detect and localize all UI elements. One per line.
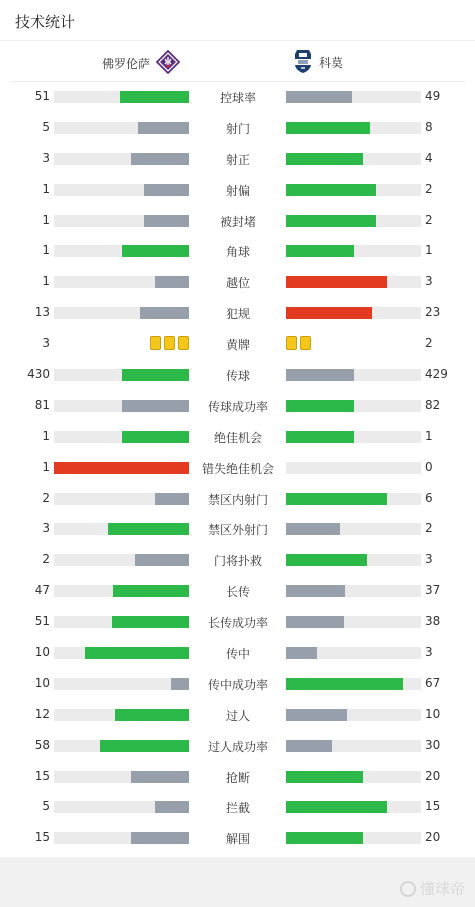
home-stat-bar [54, 276, 189, 288]
home-stat-value: 3 [42, 336, 50, 351]
fiorentina-crest-icon [156, 50, 180, 77]
stat-label: 禁区内射门 [207, 492, 268, 507]
away-stat-value: 23 [425, 305, 441, 320]
stat-row [0, 421, 475, 452]
stat-row [0, 606, 475, 637]
stat-row [0, 452, 475, 483]
home-team-name: 佛罗伦萨 [101, 57, 150, 71]
stat-row [0, 791, 475, 822]
away-stat-value: 2 [425, 521, 433, 536]
stat-row [0, 359, 475, 390]
home-stat-value: 5 [42, 119, 50, 134]
away-stat-bar [286, 431, 421, 443]
stat-row [0, 730, 475, 761]
home-stat-bar [54, 801, 189, 813]
home-stat-bar [54, 771, 189, 783]
stat-bar-fill [113, 585, 189, 597]
home-stat-bar [54, 493, 189, 505]
home-stat-bar [54, 523, 189, 535]
away-stat-bar [286, 245, 421, 257]
stat-bar-fill [286, 122, 370, 134]
stat-bar-fill [286, 554, 367, 566]
stat-bar-fill [286, 215, 376, 227]
away-stat-bar [286, 709, 421, 721]
away-stat-bar [286, 369, 421, 381]
como-crest-icon [291, 48, 315, 77]
home-stat-bar [54, 678, 189, 690]
stat-bar-fill [286, 740, 332, 752]
stat-row [0, 699, 475, 730]
home-stat-value: 15 [34, 768, 50, 783]
home-stat-bar [54, 647, 189, 659]
stat-label: 传球 [225, 369, 250, 384]
stat-bar-fill [155, 276, 189, 288]
home-stat-bar [54, 184, 189, 196]
away-stat-value: 3 [425, 274, 433, 289]
home-stat-value: 10 [34, 675, 50, 690]
home-stat-bar [54, 740, 189, 752]
away-stat-value: 20 [425, 830, 441, 845]
home-stat-bar [54, 431, 189, 443]
away-stat-bar [286, 647, 421, 659]
stat-bar-fill [286, 153, 363, 165]
stat-row [0, 205, 475, 236]
away-stat-bar [286, 462, 421, 474]
stat-bar-fill [54, 462, 189, 474]
away-stat-value: 1 [425, 428, 433, 443]
away-stat-bar [286, 400, 421, 412]
stat-bar-fill [115, 709, 189, 721]
home-team[interactable] [102, 50, 180, 77]
stat-row [0, 822, 475, 853]
stat-bar-fill [286, 184, 376, 196]
stat-bar-fill [286, 245, 354, 257]
stat-label: 射门 [225, 121, 250, 136]
stat-label: 禁区外射门 [207, 523, 268, 538]
away-stat-value: 30 [425, 737, 441, 752]
stat-label: 控球率 [219, 91, 256, 105]
stat-row [0, 761, 475, 792]
stat-row [0, 328, 475, 359]
away-yellow-cards [286, 336, 311, 350]
stat-label: 传中 [225, 647, 250, 662]
away-stat-value: 6 [425, 490, 433, 505]
stat-row [0, 513, 475, 544]
stat-bar-fill [286, 832, 363, 844]
away-stat-value: 429 [425, 367, 448, 382]
stat-row [0, 544, 475, 575]
stat-bar-fill [138, 122, 189, 134]
home-stat-value: 3 [42, 521, 50, 536]
stat-bar-fill [286, 400, 354, 412]
stat-bar-fill [144, 184, 189, 196]
stat-bar-fill [85, 647, 189, 659]
stat-row [0, 143, 475, 174]
home-stat-value: 12 [34, 706, 50, 721]
away-team-name: 科莫 [319, 56, 344, 70]
away-stat-bar [286, 184, 421, 196]
stat-row [0, 112, 475, 143]
stats-list [0, 81, 475, 853]
away-stat-bar [286, 740, 421, 752]
stat-bar-fill [286, 678, 403, 690]
stat-bar-fill [108, 523, 189, 535]
stat-bar-fill [286, 91, 352, 103]
home-stat-bar [54, 91, 189, 103]
stat-label: 长传 [225, 585, 250, 600]
home-stat-bar [54, 709, 189, 721]
stat-bar-fill [100, 740, 189, 752]
away-stat-bar [286, 91, 421, 103]
home-stat-bar [54, 400, 189, 412]
away-stat-value: 0 [425, 459, 433, 474]
away-stat-value: 49 [425, 89, 441, 103]
stat-bar-fill [171, 678, 189, 690]
yellow-card-icon [286, 336, 297, 350]
home-stat-bar [54, 462, 189, 474]
away-stat-bar [286, 493, 421, 505]
stat-bar-fill [286, 276, 387, 288]
away-stat-bar [286, 585, 421, 597]
stat-bar-fill [286, 771, 363, 783]
stat-label: 错失绝佳机会 [201, 461, 274, 476]
stat-bar-fill [286, 431, 354, 443]
away-stat-value: 1 [425, 243, 433, 258]
away-stat-value: 20 [425, 768, 441, 783]
away-stat-bar [286, 215, 421, 227]
home-stat-value: 5 [42, 799, 50, 814]
stat-bar-fill [122, 400, 190, 412]
stat-bar-fill [286, 307, 372, 319]
football-icon [400, 881, 416, 897]
stat-label: 过人 [225, 708, 250, 723]
home-stat-value: 15 [34, 830, 50, 845]
away-stat-value: 2 [425, 181, 433, 196]
watermark [400, 878, 465, 899]
stat-label: 过人成功率 [207, 739, 268, 754]
home-stat-bar [54, 616, 189, 628]
home-stat-bar [54, 245, 189, 257]
away-stat-value: 8 [425, 119, 433, 134]
away-stat-value: 38 [425, 614, 441, 629]
away-stat-value: 3 [425, 552, 433, 567]
home-stat-value: 1 [42, 428, 50, 443]
stat-bar-fill [286, 709, 347, 721]
yellow-card-icon [178, 336, 189, 350]
home-stat-value: 81 [34, 397, 50, 412]
stat-bar-fill [155, 801, 189, 813]
stat-bar-fill [120, 91, 189, 103]
away-stat-bar [286, 523, 421, 535]
home-stat-bar [54, 307, 189, 319]
away-stat-bar [286, 153, 421, 165]
home-stat-bar [54, 153, 189, 165]
home-stat-bar [54, 369, 189, 381]
stat-bar-fill [286, 616, 344, 628]
home-stat-value: 1 [42, 181, 50, 196]
away-stat-bar [286, 122, 421, 134]
away-stat-bar [286, 801, 421, 813]
home-stat-value: 1 [42, 212, 50, 227]
away-stat-value: 2 [425, 212, 433, 227]
stat-row [0, 266, 475, 297]
stat-bar-fill [122, 431, 190, 443]
footer [0, 857, 475, 907]
stat-label: 门将扑救 [213, 554, 262, 569]
stat-bar-fill [135, 554, 189, 566]
home-stat-value: 2 [42, 490, 50, 505]
stat-bar-fill [144, 215, 189, 227]
yellow-card-icon [300, 336, 311, 350]
stat-row [0, 297, 475, 328]
home-stat-value: 1 [42, 274, 50, 289]
watermark-text: 懂球帝 [419, 880, 465, 898]
home-stat-bar [54, 122, 189, 134]
away-stat-bar [286, 276, 421, 288]
home-stat-value: 1 [42, 459, 50, 474]
away-stat-value: 67 [425, 675, 441, 690]
stat-row [0, 81, 475, 112]
stat-bar-fill [286, 585, 345, 597]
away-stat-value: 4 [425, 150, 433, 165]
home-stat-value: 430 [27, 367, 50, 382]
section-header [0, 0, 475, 41]
stat-label: 抢断 [225, 770, 250, 785]
home-stat-value: 2 [42, 552, 50, 567]
home-stat-value: 1 [42, 243, 50, 258]
stat-row [0, 174, 475, 205]
away-stat-bar [286, 832, 421, 844]
stat-label: 绝佳机会 [213, 430, 262, 445]
stat-label: 黄牌 [225, 338, 250, 353]
away-stat-value: 82 [425, 397, 441, 412]
stat-row [0, 390, 475, 421]
away-stat-bar [286, 554, 421, 566]
away-stat-bar [286, 771, 421, 783]
stat-label: 解围 [225, 832, 250, 847]
stat-bar-fill [140, 307, 189, 319]
home-stat-value: 58 [34, 737, 50, 752]
away-team[interactable] [291, 48, 343, 77]
stat-bar-fill [286, 369, 354, 381]
stat-label: 传球成功率 [207, 399, 268, 414]
teams-header [10, 41, 465, 82]
stat-label: 长传成功率 [207, 616, 268, 631]
home-stat-value: 3 [42, 150, 50, 165]
stat-label: 射正 [225, 152, 250, 167]
stat-label: 犯规 [225, 307, 250, 322]
section-title: 技术统计 [15, 13, 76, 31]
home-stat-bar [54, 585, 189, 597]
stat-bar-fill [286, 801, 387, 813]
home-stat-value: 51 [34, 89, 50, 103]
yellow-card-icon [150, 336, 161, 350]
stat-row [0, 575, 475, 606]
stat-label: 被封堵 [219, 214, 256, 229]
stat-bar-fill [155, 493, 189, 505]
home-stat-bar [54, 554, 189, 566]
stat-bar-fill [131, 153, 189, 165]
home-stat-value: 51 [34, 614, 50, 629]
away-stat-bar [286, 616, 421, 628]
stat-bar-fill [286, 523, 340, 535]
home-stat-bar [54, 215, 189, 227]
stat-bar-fill [122, 369, 190, 381]
stat-row [0, 668, 475, 699]
stat-label: 射偏 [225, 183, 250, 198]
yellow-card-icon [164, 336, 175, 350]
stat-label: 越位 [225, 276, 250, 291]
away-stat-value: 3 [425, 645, 433, 660]
away-stat-value: 10 [425, 706, 441, 721]
stat-label: 传中成功率 [207, 677, 268, 692]
home-stat-value: 13 [34, 305, 50, 320]
away-stat-value: 15 [425, 799, 441, 814]
stat-bar-fill [131, 771, 189, 783]
home-yellow-cards [150, 336, 189, 350]
stat-row [0, 637, 475, 668]
away-stat-value: 37 [425, 583, 441, 598]
stat-bar-fill [131, 832, 189, 844]
away-stat-value: 2 [425, 336, 433, 351]
stat-bar-fill [286, 493, 387, 505]
home-stat-value: 47 [34, 583, 50, 598]
stat-row [0, 235, 475, 266]
home-stat-value: 10 [34, 645, 50, 660]
away-stat-bar [286, 678, 421, 690]
stat-bar-fill [286, 647, 317, 659]
stat-bar-fill [112, 616, 189, 628]
stat-bar-fill [122, 245, 190, 257]
stat-label: 拦截 [225, 801, 250, 816]
away-stat-bar [286, 307, 421, 319]
home-stat-bar [54, 832, 189, 844]
stat-row [0, 483, 475, 514]
stat-label: 角球 [225, 245, 250, 260]
